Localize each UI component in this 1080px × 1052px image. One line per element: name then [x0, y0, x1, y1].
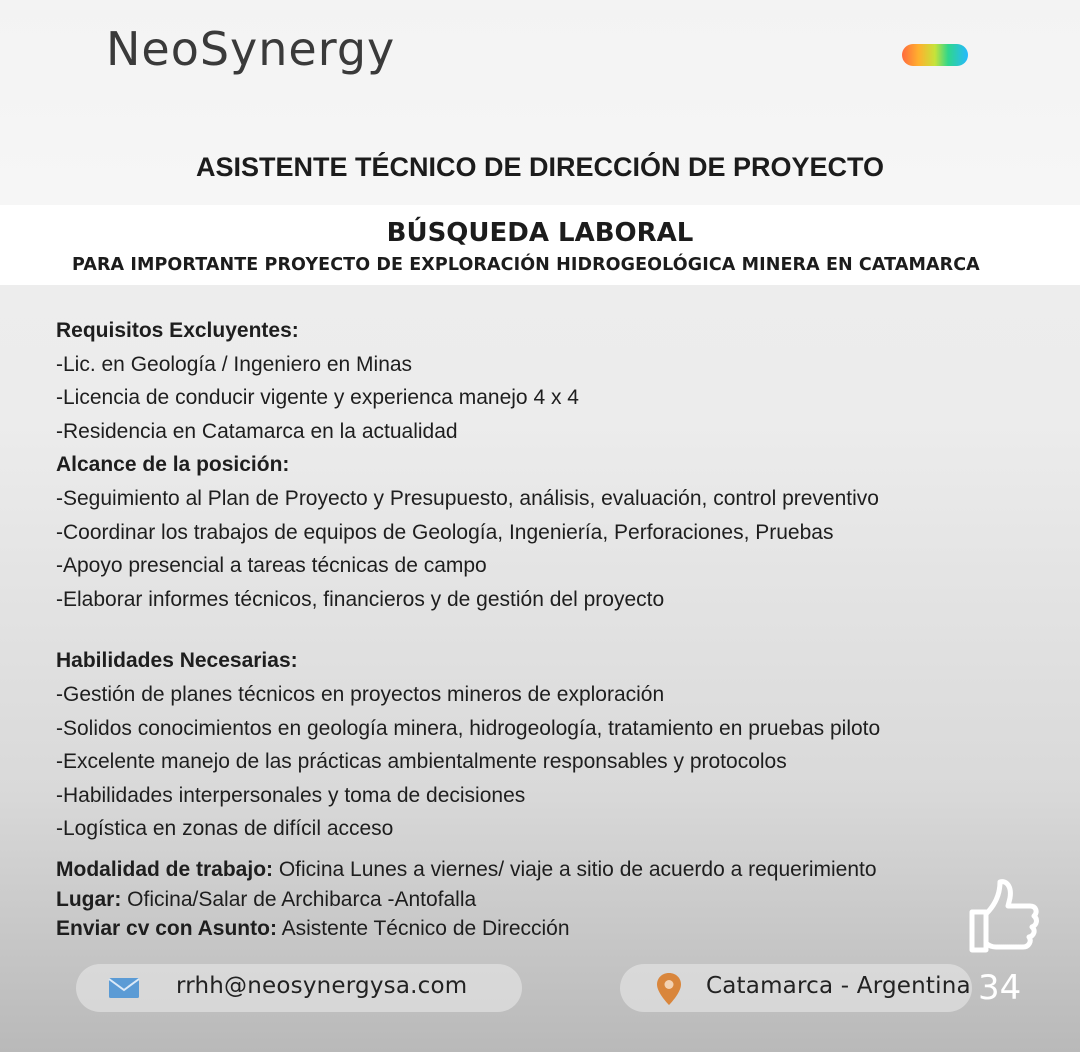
location-text: Catamarca - Argentina	[706, 973, 971, 999]
list-item: -Excelente manejo de las prácticas ambientalmente responsables y protocolos	[56, 750, 787, 774]
location-contact	[620, 964, 972, 1012]
job-details	[56, 855, 1046, 944]
thumbs-up-icon[interactable]	[960, 874, 1042, 956]
brand-logo: NeoSynergy	[106, 22, 396, 76]
list-item: -Elaborar informes técnicos, financieros y de gestión del proyecto	[56, 587, 665, 611]
subtitle-band	[0, 205, 1080, 285]
asunto-line	[56, 914, 1046, 944]
list-item: -Gestión de planes técnicos en proyectos mineros de exploración	[56, 682, 665, 706]
list-item: -Lic. en Geología / Ingeniero en Minas	[56, 352, 413, 376]
list-item: -Solidos conocimientos en geología minera, hidrogeología, tratamiento en pruebas piloto	[56, 716, 881, 740]
habilidades-heading: Habilidades Necesarias:	[56, 649, 298, 673]
map-pin-icon	[656, 972, 682, 1006]
list-item: -Logística en zonas de difícil acceso	[56, 817, 394, 841]
lugar-value: Oficina/Salar de Archibarca -Antofalla	[121, 887, 477, 911]
modalidad-value: Oficina Lunes a viernes/ viaje a sitio de acuerdo a requerimiento	[273, 858, 877, 881]
asunto-value: Asistente Técnico de Dirección	[276, 917, 570, 940]
color-accent-pill	[902, 44, 968, 66]
email-address[interactable]: rrhh@neosynergysa.com	[176, 973, 468, 999]
modalidad-label: Modalidad de trabajo:	[56, 858, 274, 881]
spacer	[56, 616, 1046, 644]
mail-icon	[108, 976, 140, 1000]
list-item: -Licencia de conducir vigente y experienca manejo 4 x 4	[56, 386, 579, 410]
email-contact[interactable]	[76, 964, 522, 1012]
band-title: BÚSQUEDA LABORAL	[386, 218, 694, 248]
list-item: -Habilidades interpersonales y toma de decisiones	[56, 783, 526, 807]
asunto-label: Enviar cv con Asunto:	[56, 917, 277, 940]
like-count: 34	[978, 968, 1022, 1008]
header	[0, 0, 1080, 205]
page-title: ASISTENTE TÉCNICO DE DIRECCIÓN DE PROYECTO	[195, 152, 885, 182]
list-item: -Apoyo presencial a tareas técnicas de campo	[56, 554, 487, 578]
list-item: -Seguimiento al Plan de Proyecto y Presupuesto, análisis, evaluación, control preventivo	[56, 486, 879, 510]
lugar-label: Lugar:	[56, 887, 122, 911]
list-item: -Coordinar los trabajos de equipos de Geología, Ingeniería, Perforaciones, Pruebas	[56, 520, 834, 544]
list-item: -Residencia en Catamarca en la actualidad	[56, 419, 458, 443]
alcance-heading: Alcance de la posición:	[56, 453, 290, 477]
lugar-line	[56, 885, 1046, 915]
requisitos-heading: Requisitos Excluyentes:	[56, 319, 299, 342]
modalidad-line	[56, 855, 1046, 885]
job-description	[56, 314, 1046, 846]
band-subtitle: PARA IMPORTANTE PROYECTO DE EXPLORACIÓN HIDROGEOLÓGICA MINERA EN CATAMARCA	[72, 255, 980, 275]
